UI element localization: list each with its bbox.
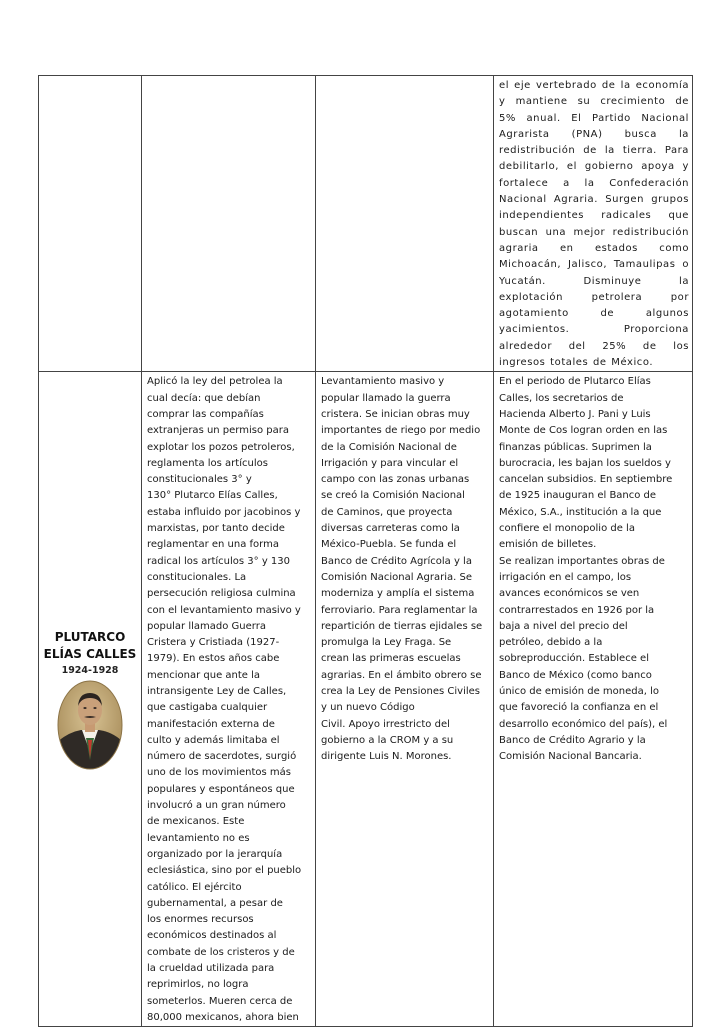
president-cell [39, 372, 142, 1027]
document-page [38, 75, 694, 1027]
president-name-line2: ELÍAS CALLES [43, 646, 137, 661]
social-cell [316, 372, 494, 1027]
president-years: 1924-1928 [61, 664, 119, 676]
economy-text: el eje vertebrado de la economía y mantiene su crecimiento de 5% anual. El Partido Nacional Agrarista (PNA) busca la redistribución de la tierra. Para debilitarlo, el gobierno apoya y fortalece a la Confederación Nacional Agraria. Surgen grupos independientes radicales que buscan una mejor redistribución agraria en estados como Michoacán, Jalisco, Tamaulipas o Yucatán. Disminuye la explotación petrolera por agotamiento de algunos yacimientos. Proporciona alrededor del 25% de los ingresos totales de México. [499, 80, 689, 369]
president-cell-empty [39, 76, 142, 372]
social-cell-empty [316, 76, 494, 372]
history-table [38, 75, 693, 1027]
table-row [39, 76, 693, 372]
economic-text: En el periodo de Plutarco Elías Calles, los secretarios de Hacienda Alberto J. Pani y Luis Monte de Cos logran orden en las finanzas públicas. Suprimen la burocracia, les bajan los sueldos y cancelan subsidios. En septiembre de 1925 inauguran el Banco de México, S.A., institución a la que confiere el monopolio de la emisión de billetes. Se realizan importantes obras de irrigación en el campo, los avances económicos se ven contrarrestados en 1926 por la baja a nivel del precio del petróleo, debido a la sobreproducción. Establece el Banco de México (como banco único de emisión de moneda, lo que favoreció la confianza en el desarrollo económico del país), el Banco de Crédito Agrario y la Comisión Nacional Bancaria. [499, 376, 673, 763]
political-cell [142, 372, 316, 1027]
economic-cell [494, 76, 693, 372]
political-text: Aplicó la ley del petrolea la cual decía: que debían comprar las compañías extranjeras un permiso para explotar los pozos petroleros, reglamenta los artículos constitucionales 3° y 130° Plutarco Elías Calles, estaba influido por jacobinos y marxistas, por tanto decide reglamentar en una forma radical los artículos 3° y 130 constitucionales. La persecución religiosa culmina con el levantamiento masivo y popular llamado Guerra Cristera y Cristiada (1927- 1979). En estos años cabe mencionar que ante la intransigente Ley de Calles, que castigaba cualquier manifestación externa de culto y además limitaba el número de sacerdotes, surgió uno de los movimientos más populares y espontáneos que involucró a un gran número de mexicanos. Este levantamiento no es organizado por la jerarquía eclesiástica, sino por el pueblo católico. El ejército gubernamental, a pesar de los enormes recursos económicos destinados al combate de los cristeros y de la crueldad utilizada para reprimirlos, no logra someterlos. Mueren cerca de 80,000 mexicanos, ahora bien [147, 376, 302, 1023]
table-row [39, 372, 693, 1027]
social-text: Levantamiento masivo y popular llamado la guerra cristera. Se inician obras muy importantes de riego por medio de la Comisión Nacional de Irrigación y para vincular el campo con las zonas urbanas se creó la Comisión Nacional de Caminos, que proyecta diversas carreteras como la México-Puebla. Se funda el Banco de Crédito Agrícola y la Comisión Nacional Agraria. Se moderniza y amplía el sistema ferroviario. Para reglamentar la repartición de tierras ejidales se promulga la Ley Fraga. Se crean las primeras escuelas agrarias. En el ámbito obrero se crea la Ley de Pensiones Civiles y un nuevo Código Civil. Apoyo irrestricto del gobierno a la CROM y a su dirigente Luis N. Morones. [321, 376, 483, 763]
economic-cell [494, 372, 693, 1027]
president-portrait-icon [57, 680, 123, 770]
president-name-line1: PLUTARCO [54, 629, 126, 644]
political-cell-empty [142, 76, 316, 372]
